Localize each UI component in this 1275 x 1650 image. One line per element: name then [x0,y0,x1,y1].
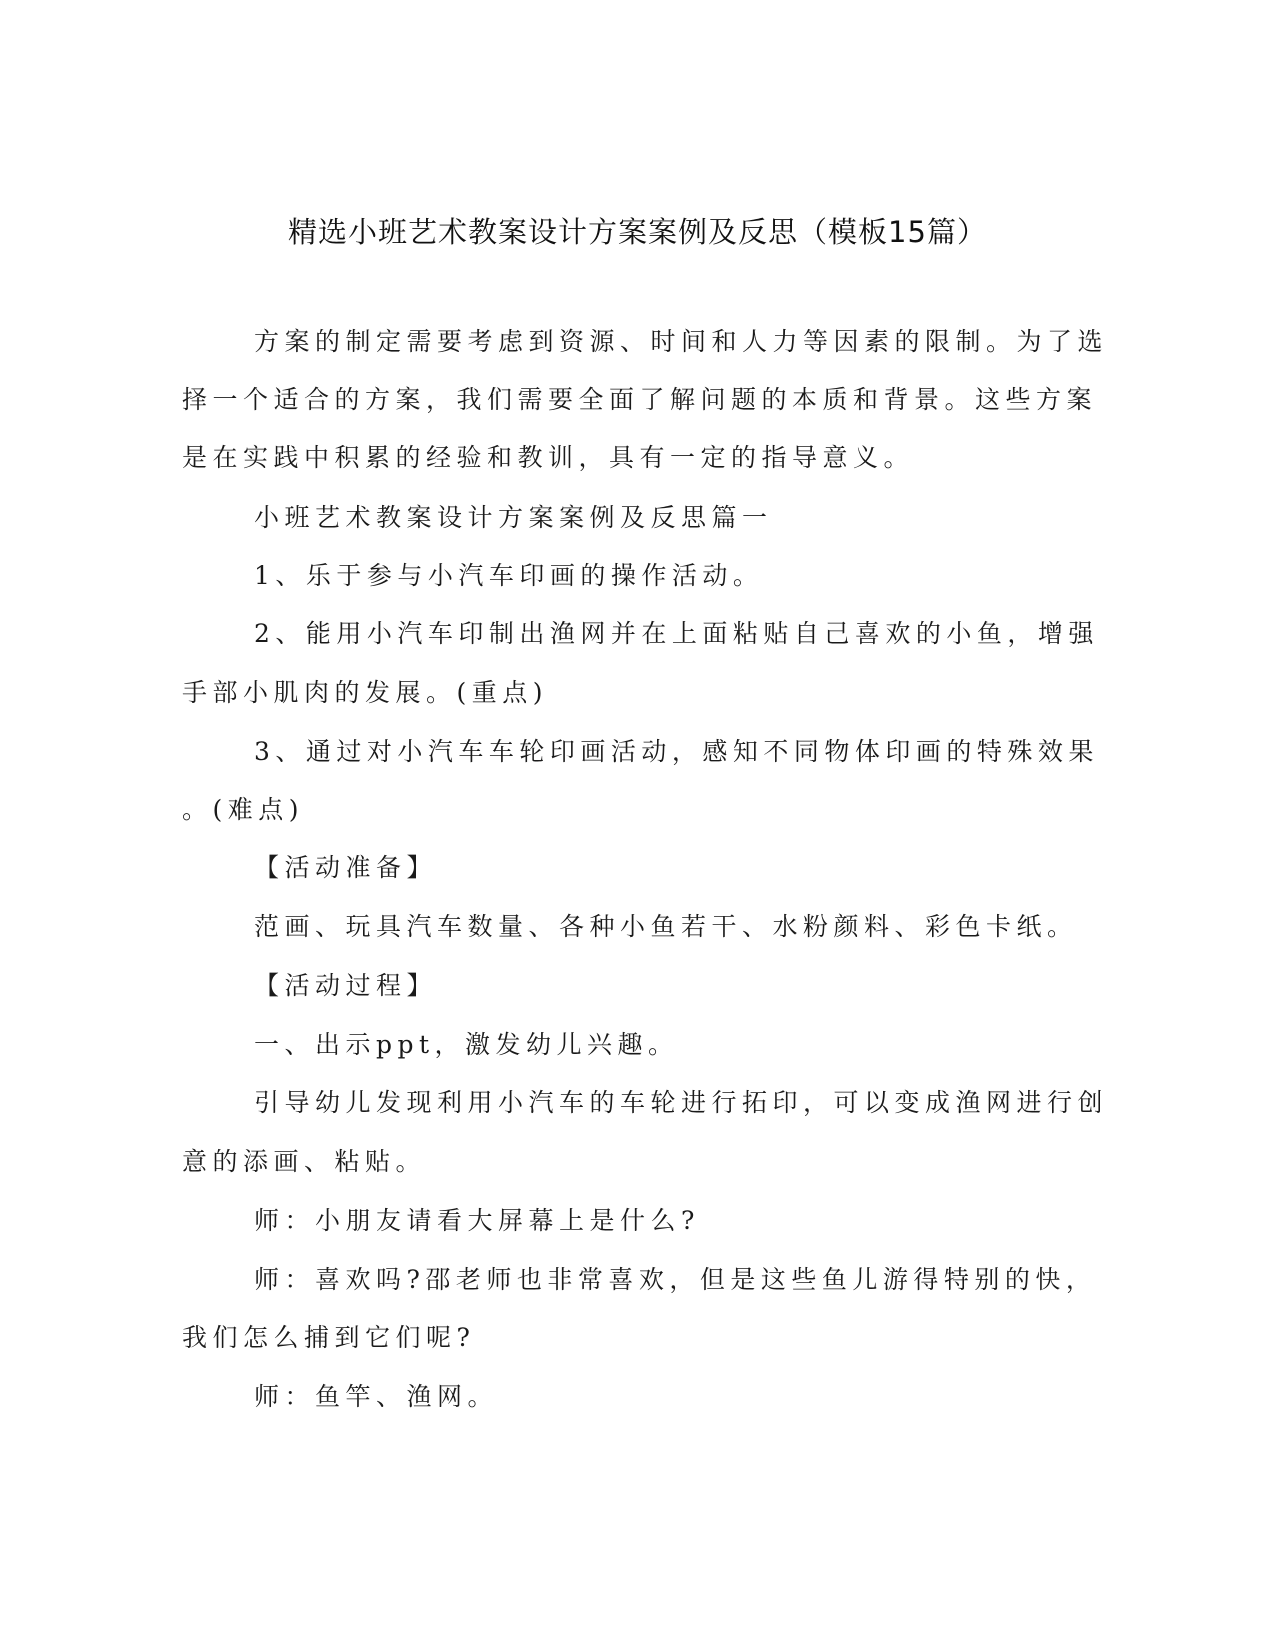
paragraph-line: 1、乐于参与小汽车印画的操作活动。 [254,561,764,590]
paragraph-line: 我们怎么捕到它们呢? [182,1323,476,1352]
paragraph-line: 3、通过对小汽车车轮印画活动，感知不同物体印画的特殊效果 [254,737,1099,766]
paragraph-line: 师：鱼竿、渔网。 [254,1382,499,1411]
document-title: 精选小班艺术教案设计方案案例及反思（模板15篇） [288,215,987,249]
paragraph-line: 师：小朋友请看大屏幕上是什么? [254,1206,700,1235]
paragraph-line: 一、出示ppt，激发幼儿兴趣。 [254,1030,679,1059]
section-heading: 【活动过程】 [254,971,438,1000]
paragraph-line: 意的添画、粘贴。 [182,1147,427,1176]
paragraph-line: 。(难点) [182,795,305,824]
section-heading: 小班艺术教案设计方案案例及反思篇一 [254,503,773,532]
paragraph-line: 引导幼儿发现利用小汽车的车轮进行拓印，可以变成渔网进行创 [254,1088,1109,1117]
paragraph-line: 范画、玩具汽车数量、各种小鱼若干、水粉颜料、彩色卡纸。 [254,912,1078,941]
paragraph-line: 手部小肌肉的发展。(重点) [182,678,549,707]
paragraph-line: 2、能用小汽车印制出渔网并在上面粘贴自己喜欢的小鱼，增强 [254,619,1099,648]
paragraph-line: 择一个适合的方案，我们需要全面了解问题的本质和背景。这些方案 [182,385,1098,414]
section-heading: 【活动准备】 [254,853,438,882]
paragraph-line: 师：喜欢吗?邵老师也非常喜欢，但是这些鱼儿游得特别的快， [254,1265,1097,1294]
paragraph-line: 方案的制定需要考虑到资源、时间和人力等因素的限制。为了选 [254,327,1109,356]
paragraph-line: 是在实践中积累的经验和教训，具有一定的指导意义。 [182,443,915,472]
